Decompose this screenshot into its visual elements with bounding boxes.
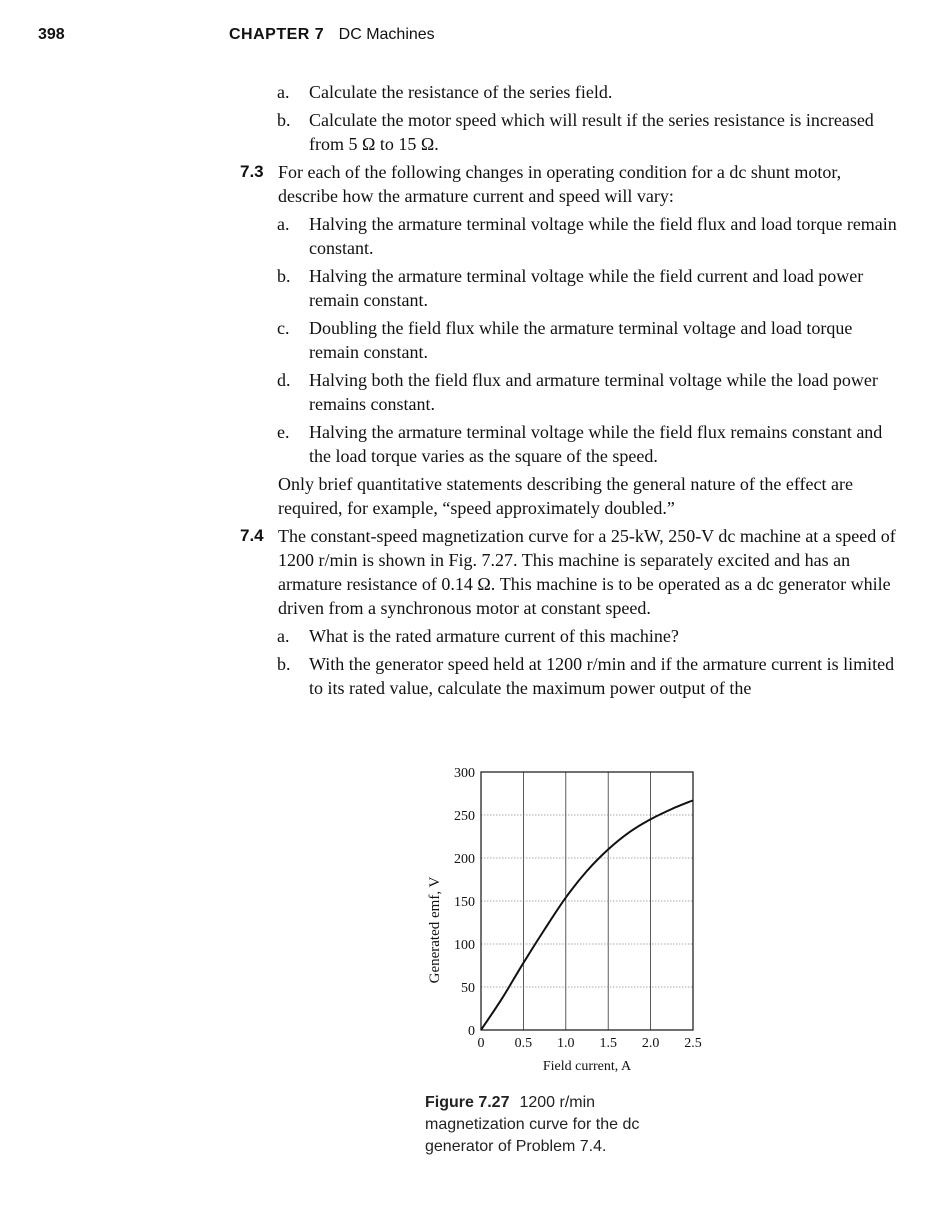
item-text: What is the rated armature current of this machine? [309, 626, 679, 646]
item-label: a. [277, 214, 290, 234]
chapter-heading [229, 26, 435, 44]
item-label: e. [277, 422, 290, 442]
item-text: Halving the armature terminal voltage while the field flux remains constant and the load torque varies as the square of the speed. [309, 422, 883, 466]
figure-caption-text: 1200 r/min magnetization curve for the dc generator of Problem 7.4. [425, 1094, 640, 1155]
page-body [0, 80, 936, 704]
problem-7-3-item-c [277, 316, 902, 364]
chapter-title: DC Machines [338, 26, 435, 43]
y-tick-label: 150 [454, 895, 475, 910]
x-tick-label: 0 [477, 1036, 485, 1051]
magnetization-chart [415, 760, 735, 1080]
y-tick-label: 250 [454, 809, 475, 824]
problem-7-3 [240, 160, 902, 208]
item-text: Halving both the field flux and armature terminal voltage while the load power remains constant. [309, 370, 878, 414]
y-tick-label: 50 [461, 981, 475, 996]
item-text: Calculate the resistance of the series field. [309, 82, 613, 102]
problem-7-3-closing: Only brief quantitative statements describing the general nature of the effect are required, for example, “speed approximately doubled.” [278, 474, 853, 518]
y-axis-label: Generated emf, V [427, 876, 443, 984]
x-tick-label: 1.5 [599, 1036, 617, 1051]
problem-number: 7.3 [240, 162, 264, 181]
y-tick-label: 0 [468, 1024, 475, 1039]
problem-number: 7.4 [240, 526, 264, 545]
magnetization-curve-line [481, 800, 693, 1030]
problem-7-2-item-b [277, 108, 902, 156]
x-tick-label: 0.5 [514, 1036, 533, 1051]
y-tick-label: 200 [454, 852, 475, 867]
figure-caption [425, 1092, 685, 1158]
problem-7-3-item-b [277, 264, 902, 312]
problem-7-4-item-a [277, 624, 902, 648]
y-tick-label: 300 [454, 766, 475, 781]
item-label: b. [277, 110, 291, 130]
x-axis-label: Field current, A [542, 1059, 632, 1074]
problem-7-4-item-b [277, 652, 902, 700]
page-header [0, 24, 936, 48]
item-text: Halving the armature terminal voltage while the field current and load power remain constant. [309, 266, 864, 310]
problem-7-3-item-d [277, 368, 902, 416]
problem-7-3-item-a [277, 212, 902, 260]
item-label: a. [277, 82, 290, 102]
y-tick-label: 100 [454, 938, 475, 953]
problem-text: The constant-speed magnetization curve for a 25-kW, 250-V dc machine at a speed of 1200 r/min is shown in Fig. 7.27. This machine is separately excited and has an armature resistance of 0.14 Ω. This machine is to be operated as a dc generator while driven from a synchronous motor at constant speed. [278, 526, 896, 618]
x-tick-label: 2.5 [684, 1036, 702, 1051]
item-label: b. [277, 654, 291, 674]
problem-7-4 [240, 524, 902, 620]
item-label: b. [277, 266, 291, 286]
problem-text: For each of the following changes in operating condition for a dc shunt motor, describe how the armature current and speed will vary: [278, 162, 842, 206]
magnetization-curve-figure [415, 760, 735, 1080]
x-tick-label: 2.0 [641, 1036, 660, 1051]
item-text: With the generator speed held at 1200 r/min and if the armature current is limited to its rated value, calculate the maximum power output of the [309, 654, 895, 698]
item-text: Doubling the field flux while the armature terminal voltage and load torque remain constant. [309, 318, 853, 362]
x-tick-label: 1.0 [557, 1036, 575, 1051]
problem-7-3-item-e [277, 420, 902, 468]
page-number: 398 [38, 26, 65, 43]
item-label: c. [277, 318, 290, 338]
item-text: Halving the armature terminal voltage while the field flux and load torque remain constant. [309, 214, 897, 258]
chapter-label: CHAPTER 7 [229, 26, 325, 43]
item-label: a. [277, 626, 290, 646]
item-text: Calculate the motor speed which will result if the series resistance is increased from 5 Ω to 15 Ω. [309, 110, 874, 154]
item-label: d. [277, 370, 291, 390]
figure-caption-label: Figure 7.27 [425, 1094, 510, 1111]
problem-7-2-item-a [277, 80, 902, 104]
